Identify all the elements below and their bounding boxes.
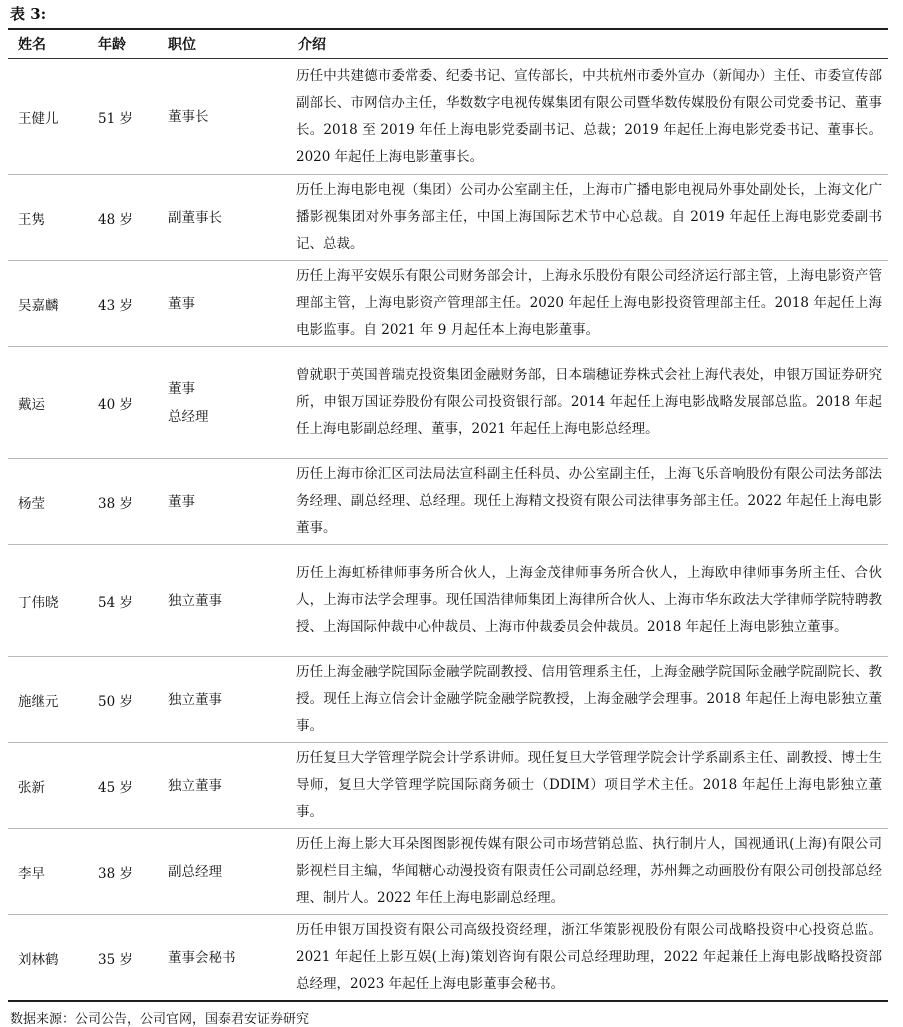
executive-name: 王隽 xyxy=(8,175,88,261)
table-row xyxy=(8,915,888,1002)
executive-age: 54 岁 xyxy=(88,545,158,657)
table-header xyxy=(8,30,888,59)
position-line: 独立董事 xyxy=(168,777,222,794)
table-row xyxy=(8,459,888,545)
table-row xyxy=(8,347,888,459)
executive-position xyxy=(158,915,288,1002)
executive-age: 38 岁 xyxy=(88,829,158,915)
data-source-note: 数据来源：公司公告，公司官网，国泰君安证券研究 xyxy=(10,1012,310,1027)
executive-name: 王健儿 xyxy=(8,59,88,175)
executives-table xyxy=(8,30,888,1002)
position-line: 董事 xyxy=(168,380,195,397)
executive-intro: 历任上海虹桥律师事务所合伙人，上海金茂律师事务所合伙人，上海欧申律师事务所主任、合伙人，上海市法学会理事。现任国浩律师集团上海律所合伙人、上海市华东政法大学律师学院特聘教授、上海国际仲裁中心仲裁员、上海市仲裁委员会仲裁员。2018 年起任上海电影独立董事。 xyxy=(288,545,888,657)
executive-position xyxy=(158,59,288,175)
position-line: 副董事长 xyxy=(168,209,222,226)
header-name: 姓名 xyxy=(8,30,88,59)
position-line: 董事会秘书 xyxy=(168,949,236,966)
executive-name: 刘林鹤 xyxy=(8,915,88,1002)
header-intro: 介绍 xyxy=(288,30,888,59)
executive-name: 李早 xyxy=(8,829,88,915)
executive-age: 48 岁 xyxy=(88,175,158,261)
position-line: 总经理 xyxy=(168,408,209,425)
executive-intro: 曾就职于英国普瑞克投资集团金融财务部，日本瑞穗证券株式会社上海代表处，申银万国证券研究所，申银万国证券股份有限公司投资银行部。2014 年起任上海电影战略发展部总监。2018 年起任上海电影副总经理、董事，2021 年起任上海电影总经理。 xyxy=(288,347,888,459)
executive-intro: 历任上海金融学院国际金融学院副教授、信用管理系主任，上海金融学院国际金融学院副院长、教授。现任上海立信会计金融学院金融学院教授，上海金融学会理事。2018 年起任上海电影独立董事。 xyxy=(288,657,888,743)
executive-age: 50 岁 xyxy=(88,657,158,743)
executive-age: 35 岁 xyxy=(88,915,158,1002)
executive-position xyxy=(158,261,288,347)
executive-age: 45 岁 xyxy=(88,743,158,829)
executive-age: 40 岁 xyxy=(88,347,158,459)
header-position: 职位 xyxy=(158,30,288,59)
executive-position xyxy=(158,743,288,829)
table-row xyxy=(8,59,888,175)
position-line: 董事 xyxy=(168,295,195,312)
executive-name: 戴运 xyxy=(8,347,88,459)
table-title: 表 3: xyxy=(8,0,888,30)
executive-intro: 历任中共建德市委常委、纪委书记、宣传部长，中共杭州市委外宣办（新闻办）主任、市委宣传部副部长、市网信办主任，华数数字电视传媒集团有限公司暨华数传媒股份有限公司党委书记、董事长。2018 至 2019 年任上海电影党委副书记、总裁；2019 年起任上海电影党委书记、董事长。2020 年起任上海电影董事长。 xyxy=(288,59,888,175)
executive-position xyxy=(158,347,288,459)
executive-position xyxy=(158,657,288,743)
executive-position xyxy=(158,829,288,915)
position-line: 独立董事 xyxy=(168,592,222,609)
table-body xyxy=(8,59,888,1002)
executive-age: 51 岁 xyxy=(88,59,158,175)
table-row xyxy=(8,657,888,743)
position-line: 董事长 xyxy=(168,108,209,125)
executive-position xyxy=(158,175,288,261)
executive-intro: 历任上海平安娱乐有限公司财务部会计，上海永乐股份有限公司经济运行部主管，上海电影资产管理部主管，上海电影资产管理部主任。2020 年起任上海电影投资管理部主任。2018 年起任上海电影监事。自 2021 年 9 月起任本上海电影董事。 xyxy=(288,261,888,347)
executive-intro: 历任上海市徐汇区司法局法宣科副主任科员、办公室副主任，上海飞乐音响股份有限公司法务部法务经理、副总经理、总经理。现任上海精文投资有限公司法律事务部主任。2022 年起任上海电影董事。 xyxy=(288,459,888,545)
table-row xyxy=(8,175,888,261)
executive-intro: 历任申银万国投资有限公司高级投资经理，浙江华策影视股份有限公司战略投资中心投资总监。2021 年起任上影互娱(上海)策划咨询有限公司总经理助理，2022 年起兼任上海电影战略投资部总经理，2023 年起任上海电影董事会秘书。 xyxy=(288,915,888,1002)
executive-name: 施继元 xyxy=(8,657,88,743)
table-row xyxy=(8,829,888,915)
executive-intro: 历任上海电影电视（集团）公司办公室副主任，上海市广播电影电视局外事处副处长，上海文化广播影视集团对外事务部主任，中国上海国际艺术节中心总裁。自 2019 年起任上海电影党委副书记、总裁。 xyxy=(288,175,888,261)
executive-position xyxy=(158,459,288,545)
table-row xyxy=(8,261,888,347)
executive-position xyxy=(158,545,288,657)
position-line: 独立董事 xyxy=(168,691,222,708)
executive-age: 38 岁 xyxy=(88,459,158,545)
executive-name: 张新 xyxy=(8,743,88,829)
table-section xyxy=(8,0,888,1027)
executive-age: 43 岁 xyxy=(88,261,158,347)
executive-name: 吴嘉麟 xyxy=(8,261,88,347)
table-row xyxy=(8,743,888,829)
executive-name: 丁伟晓 xyxy=(8,545,88,657)
executive-intro: 历任复旦大学管理学院会计学系讲师。现任复旦大学管理学院会计学系副系主任、副教授、博士生导师，复旦大学管理学院国际商务硕士（DDIM）项目学术主任。2018 年起任上海电影独立董事。 xyxy=(288,743,888,829)
executive-name: 杨莹 xyxy=(8,459,88,545)
position-line: 副总经理 xyxy=(168,863,222,880)
position-line: 董事 xyxy=(168,493,195,510)
executive-intro: 历任上海上影大耳朵图图影视传媒有限公司市场营销总监、执行制片人，国视通讯(上海)有限公司影视栏目主编，华闻糖心动漫投资有限责任公司副总经理，苏州舞之动画股份有限公司创投部总经理、制片人。2022 年任上海电影副总经理。 xyxy=(288,829,888,915)
table-row xyxy=(8,545,888,657)
header-age: 年龄 xyxy=(88,30,158,59)
